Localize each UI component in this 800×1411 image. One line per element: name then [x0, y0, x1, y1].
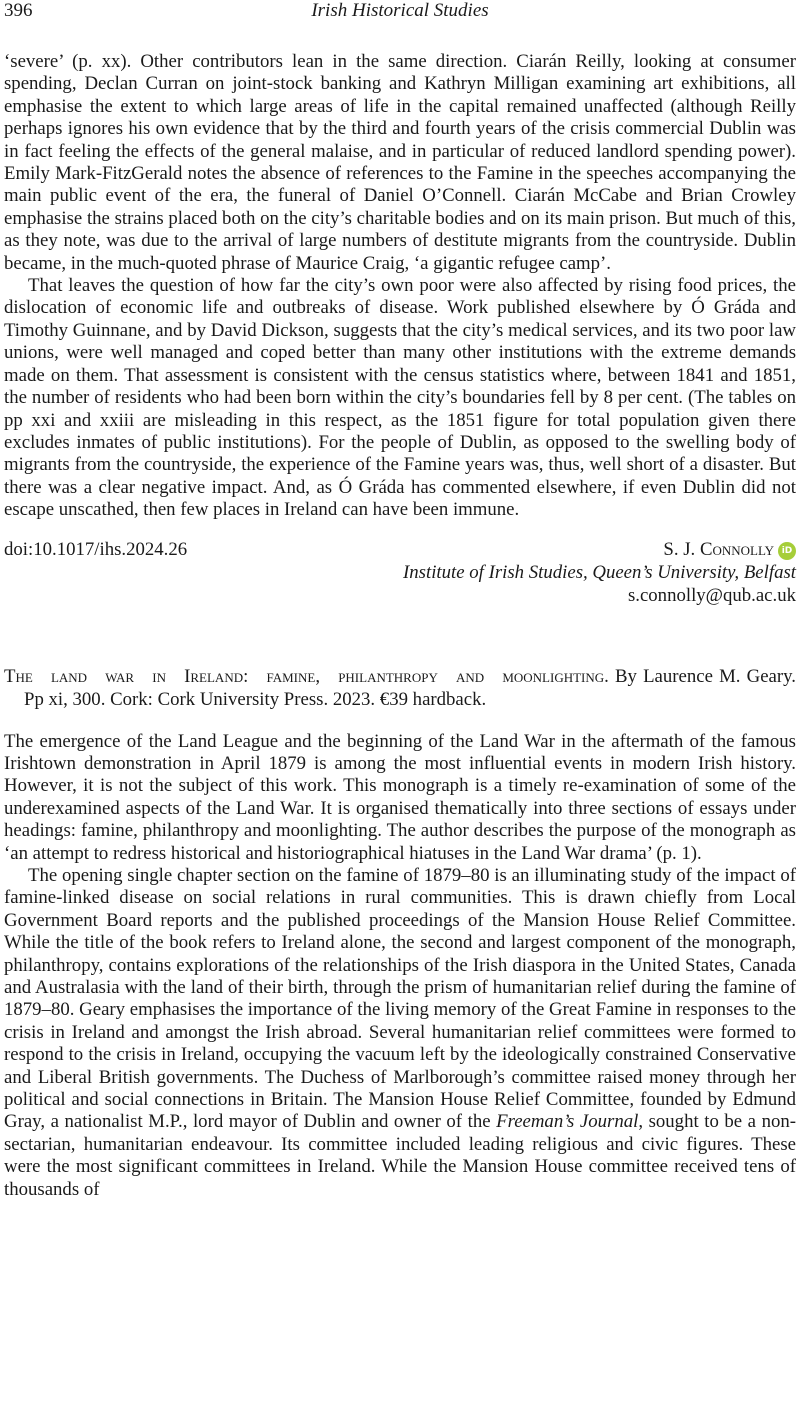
reviewer-signature	[4, 538, 796, 607]
orcid-icon[interactable]: iD	[778, 542, 796, 560]
book-review	[4, 665, 796, 1202]
page-number: 396	[4, 0, 33, 21]
book-title: The land war in Ireland: famine, philanthropy and moonlighting.	[4, 665, 609, 687]
running-title: Irish Historical Studies	[311, 0, 489, 21]
reviewer-name: S. J. Connolly	[663, 538, 774, 560]
paragraph: ‘severe’ (p. xx). Other contributors lean in the same direction. Ciarán Reilly, looking at consumer spending, Declan Curran on joint-stock banking and Kathryn Milligan examining art exhibitions, all emphasise the extent to which large areas of life in the capital remained unaffected (although Reilly perhaps ignores his own evidence that by the third and fourth years of the crisis commercial Dublin was in fact feeling the effects of the general malaise, and in particular of reduced landlord spending power). Emily Mark-FitzGerald notes the absence of references to the Famine in the speeches accompanying the main public event of the era, the funeral of Daniel O’Connell. Ciarán McCabe and Brian Crowley emphasise the strains placed both on the city’s charitable bodies and on its main prison. But much of this, as they note, was due to the arrival of large numbers of destitute migrants from the countryside. Dublin became, in the much-quoted phrase of Maurice Craig, ‘a gigantic refugee camp’.	[4, 51, 796, 274]
review-heading	[4, 665, 796, 711]
journal-title: Freeman’s Journal	[496, 1111, 639, 1133]
paragraph: The emergence of the Land League and the beginning of the Land War in the aftermath of the famous Irishtown demonstration in April 1879 is among the most influential events in modern Irish history. However, it is not the subject of this work. This monograph is a timely re-examination of some of the underexamined aspects of the Land War. It is organised thematically into three sections of essays under headings: famine, philanthropy and moonlighting. The author describes the purpose of the monograph as ‘an attempt to redress historical and historiographical hiatuses in the Land War drama’ (p. 1).	[4, 730, 796, 864]
book-byline: By Laurence M. Geary. Pp xi, 300. Cork: Cork University Press. 2023. €39 hardback.	[24, 665, 796, 710]
doi-link[interactable]: doi:10.1017/ihs.2024.26	[4, 538, 188, 560]
review-text	[4, 731, 796, 1202]
reviewer-name-block	[663, 538, 796, 561]
reviewer-institution: Institute of Irish Studies, Queen’s University, Belfast	[403, 561, 796, 583]
page-header	[4, 0, 796, 24]
paragraph: The opening single chapter section on the famine of 1879–80 is an illuminating study of the impact of famine-linked disease on social relations in rural communities. This is drawn chiefly from Local Government Board reports and the published proceedings of the Mansion House Relief Committee. While the title of the book refers to Ireland alone, the second and largest component of the monograph, philanthropy, contains explorations of the relationships of the Irish diaspora in the United States, Canada and Australasia with the land of their birth, through the prism of humanitarian relief during the famine of 1879–80. Geary emphasises the importance of the living memory of the Great Famine in responses to the crisis in Ireland and amongst the Irish abroad. Several humanitarian relief committees were formed to respond to the crisis in Ireland, occupying the vacuum left by the ideologically constrained Conservative and Liberal British governments. The Duchess of Marlborough’s committee raised money through her political and social connections in Britain. The Mansion House Relief Committee, founded by Edmund Gray, a nationalist M.P., lord mayor of Dublin and owner of the Freeman’s Journal, sought to be a non-sectarian, humanitarian endeavour. Its committee included leading religious and civic figures. These were the most significant committees in Ireland. While the Mansion House committee received tens of thousands of	[4, 864, 796, 1200]
page-body	[4, 51, 796, 1201]
previous-review-conclusion	[4, 51, 796, 607]
paragraph: That leaves the question of how far the city’s own poor were also affected by rising food prices, the dislocation of economic life and outbreaks of disease. Work published elsewhere by Ó Gráda and Timothy Guinnane, and by David Dickson, suggests that the city’s medical services, and its two poor law unions, were well managed and coped better than many other institutions with the extreme demands made on them. That assessment is consistent with the census statistics where, between 1841 and 1851, the number of residents who had been born within the city’s boundaries fell by 8 per cent. (The tables on pp xxi and xxiii are misleading in this respect, as the 1851 figure for total population given there excludes inmates of public institutions). For the people of Dublin, as opposed to the swelling body of migrants from the countryside, the experience of the Famine years was, thus, well short of a disaster. But there was a clear negative impact. And, as Ó Gráda has commented elsewhere, if even Dublin did not escape unscathed, then few places in Ireland can have been immune.	[4, 275, 796, 521]
reviewer-email[interactable]: s.connolly@qub.ac.uk	[627, 584, 796, 606]
